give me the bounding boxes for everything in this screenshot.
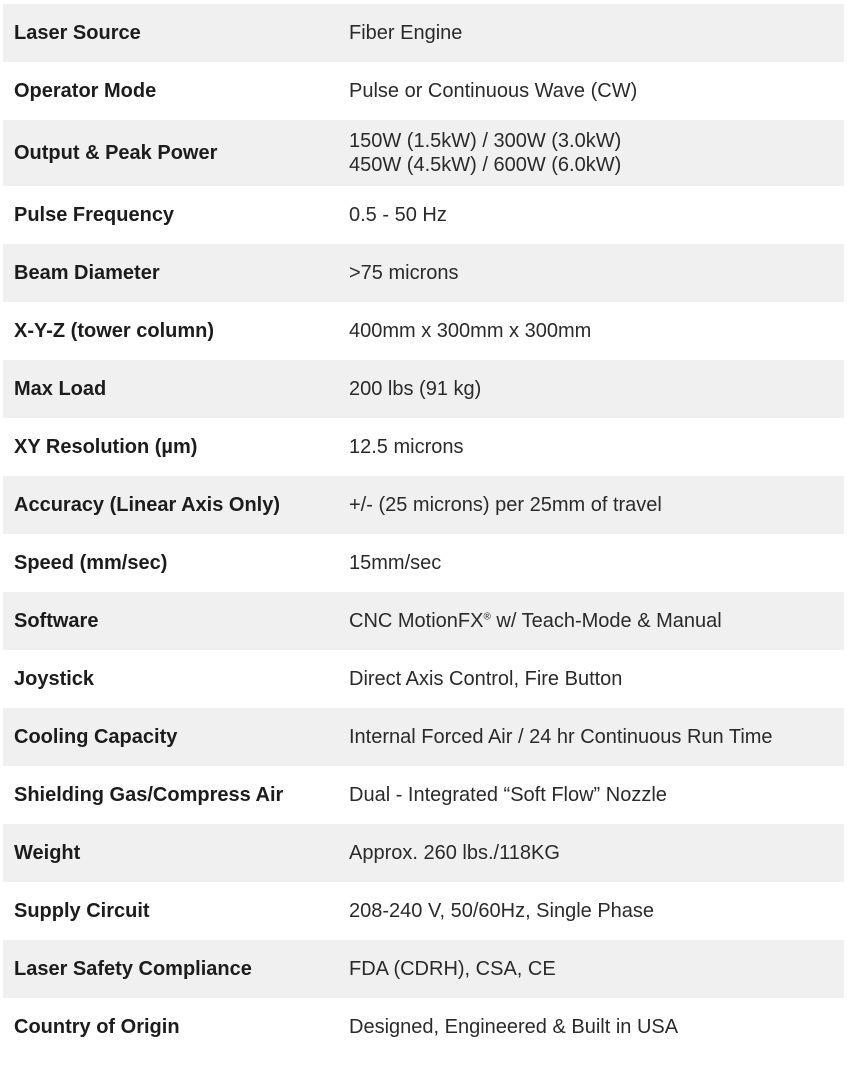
spec-row-operator-mode xyxy=(3,62,844,120)
spec-label: Cooling Capacity xyxy=(14,725,178,748)
spec-value: Dual - Integrated “Soft Flow” Nozzle xyxy=(349,784,667,806)
spec-value: 400mm x 300mm x 300mm xyxy=(349,320,592,342)
spec-value: Designed, Engineered & Built in USA xyxy=(349,1016,679,1038)
spec-value xyxy=(349,609,844,633)
spec-table xyxy=(3,4,844,1056)
spec-row-laser-safety xyxy=(3,940,844,998)
spec-value: 0.5 - 50 Hz xyxy=(349,204,447,226)
spec-label: Joystick xyxy=(14,667,95,690)
spec-label: Shielding Gas/Compress Air xyxy=(14,783,284,806)
spec-label: Supply Circuit xyxy=(14,899,150,922)
spec-label: Laser Safety Compliance xyxy=(14,957,252,980)
spec-row-weight xyxy=(3,824,844,882)
spec-row-cooling-capacity xyxy=(3,708,844,766)
spec-value: FDA (CDRH), CSA, CE xyxy=(349,958,556,980)
spec-label: Output & Peak Power xyxy=(14,141,218,164)
spec-row-software xyxy=(3,592,844,650)
spec-row-pulse-frequency xyxy=(3,186,844,244)
spec-label: Operator Mode xyxy=(14,79,157,102)
spec-label: Beam Diameter xyxy=(14,261,160,284)
spec-row-speed xyxy=(3,534,844,592)
spec-row-accuracy xyxy=(3,476,844,534)
registered-mark: ® xyxy=(483,611,491,623)
spec-value-line: 450W (4.5kW) / 600W (6.0kW) xyxy=(349,154,622,176)
spec-value: Internal Forced Air / 24 hr Continuous Run Time xyxy=(349,726,773,748)
spec-label: Laser Source xyxy=(14,21,141,44)
spec-label: Weight xyxy=(14,841,81,864)
spec-value xyxy=(349,129,844,177)
spec-label: Accuracy (Linear Axis Only) xyxy=(14,493,281,516)
spec-row-laser-source xyxy=(3,4,844,62)
spec-row-xy-resolution xyxy=(3,418,844,476)
spec-value: 200 lbs (91 kg) xyxy=(349,378,482,400)
spec-value-suffix: w/ Teach-Mode & Manual xyxy=(490,610,722,632)
spec-label: Country of Origin xyxy=(14,1015,180,1038)
spec-value: >75 microns xyxy=(349,262,459,284)
spec-value: Pulse or Continuous Wave (CW) xyxy=(349,80,638,102)
spec-label: Software xyxy=(14,609,99,632)
spec-row-country-of-origin xyxy=(3,998,844,1056)
spec-label: Speed (mm/sec) xyxy=(14,551,168,574)
spec-row-joystick xyxy=(3,650,844,708)
spec-row-shielding-gas xyxy=(3,766,844,824)
spec-row-max-load xyxy=(3,360,844,418)
spec-label: XY Resolution (µm) xyxy=(14,435,198,458)
spec-label: X-Y-Z (tower column) xyxy=(14,319,214,342)
spec-value: 15mm/sec xyxy=(349,552,442,574)
spec-value-prefix: CNC MotionFX xyxy=(349,610,484,632)
spec-value: Fiber Engine xyxy=(349,22,463,44)
spec-row-xyz xyxy=(3,302,844,360)
spec-value: 208-240 V, 50/60Hz, Single Phase xyxy=(349,900,655,922)
spec-value: Direct Axis Control, Fire Button xyxy=(349,668,623,690)
spec-row-output-peak-power xyxy=(3,120,844,186)
spec-value-line: 150W (1.5kW) / 300W (3.0kW) xyxy=(349,130,622,152)
spec-row-supply-circuit xyxy=(3,882,844,940)
spec-label: Pulse Frequency xyxy=(14,203,175,226)
spec-row-beam-diameter xyxy=(3,244,844,302)
spec-label: Max Load xyxy=(14,377,107,400)
spec-value: 12.5 microns xyxy=(349,436,464,458)
spec-value: +/- (25 microns) per 25mm of travel xyxy=(349,494,662,516)
spec-value: Approx. 260 lbs./118KG xyxy=(349,842,560,864)
